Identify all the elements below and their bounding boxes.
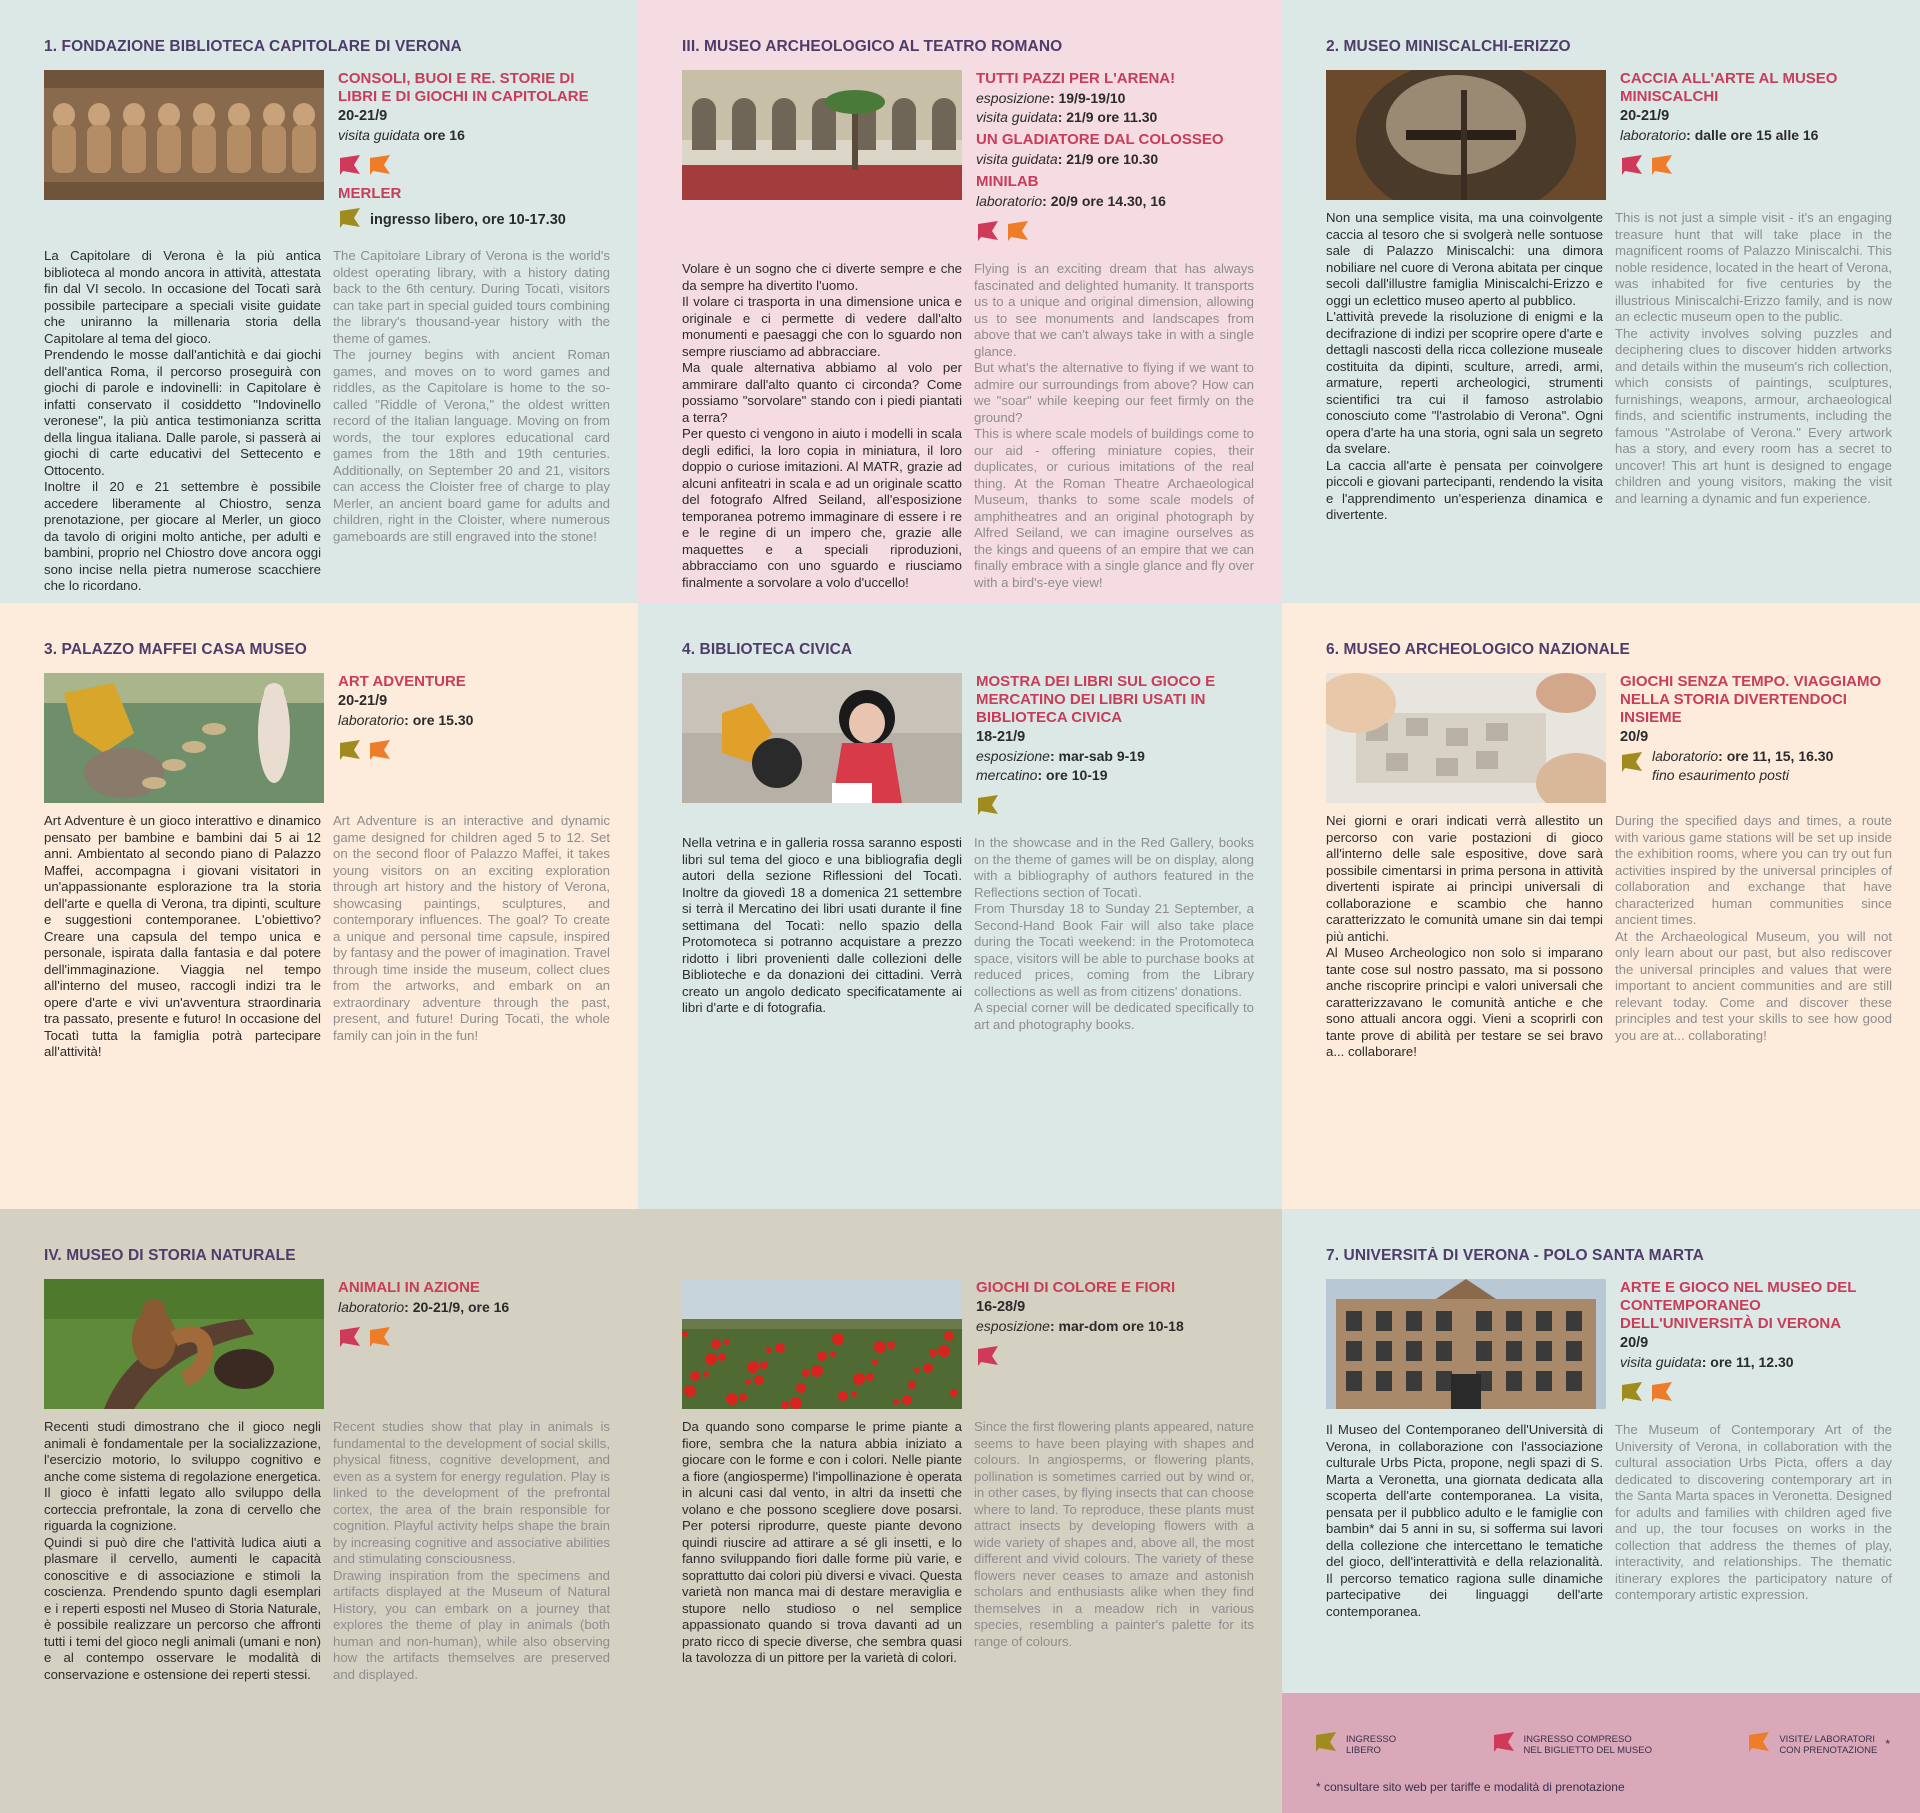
paragraph: Non una semplice visita, ma una coinvolgente caccia al tesoro che si svolgerà nelle sontuose sale di Palazzo Miniscalchi: una dimora nobiliare nel cuore di Verona abitata per cinque secoli dall'illustre famiglia Miniscalchi-Erizzo e oggi un eclettico museo aperto al pubblico. xyxy=(1326,210,1603,308)
flag-booking-icon xyxy=(368,1326,392,1353)
event-title: CACCIA ALL'ARTE AL MUSEO MINISCALCHI xyxy=(1620,70,1838,105)
text-italian xyxy=(1326,813,1603,1061)
event-detail: esposizione: mar-dom ore 10-18 xyxy=(976,1318,1184,1334)
paragraph: The Capitolare Library of Verona is the world's oldest operating library, with a history dating back to the 6th century. During Tocatì, visitors can take part in special guided tours combining the library's thousand-year history with the theme of games. xyxy=(333,248,610,346)
access-flags xyxy=(976,1346,1254,1370)
paragraph: From Thursday 18 to Sunday 21 September, a Second-Hand Book Fair will also take place during the Tocatì weekend: in the Protomoteca space, visitors will be able to purchase books at reduced prices, coming from the Library collections as well as from citizens' donations. xyxy=(974,901,1254,999)
event-title: UN GLADIATORE DAL COLOSSEO xyxy=(976,131,1224,148)
paragraph: Inoltre il 20 e 21 settembre è possibile accedere liberamente al Chiostro, senza prenotazione, per giocare al Merler, un gioco da tavolo di origini molto antiche, per adulti e bambini, proprio nel Chiostro dove ancora oggi sono incise nella pietra numerose scacchiere che lo ricordano. xyxy=(44,479,321,593)
panel-universita-verona xyxy=(1282,1209,1920,1693)
events-list xyxy=(1620,1279,1892,1412)
event xyxy=(976,173,1254,245)
paragraph: This is not just a simple visit - it's an engaging treasure hunt that will take place in the magnificent rooms of Palazzo Miniscalchi. This noble residence, located in the heart of Verona, was inhabited for five centuries by the illustrious Miniscalchi-Erizzo family, and is now an eclectic museum open to the public. xyxy=(1615,210,1892,324)
legend-booking-star: * xyxy=(1885,1737,1890,1751)
event-detail: esposizione: mar-sab 9-19 xyxy=(976,748,1145,764)
flag-free-icon xyxy=(1620,1381,1644,1408)
paragraph: Nella vetrina e in galleria rossa saranno esposti libri sul tema del gioco e una bibliografia degli autori della sezione Riflessioni del Tocatì. Inoltre da giovedì 18 a domenica 21 settembre si terrà il Mercatino dei libri usati durante il fine settimana del Tocatì: nello spazio della Protomoteca si potranno acquistare a prezzo ridotto i libri provenienti dalle collezioni delle Biblioteche e da donazioni dei cittadini. Verrà creato un angolo dedicato specificatamente ai libri d'arte e di fotografia. xyxy=(682,835,962,1015)
event-date: 20-21/9 xyxy=(1620,108,1670,124)
legend-booking-label: VISITE/ LABORATORI CON PRENOTAZIONE xyxy=(1779,1733,1878,1756)
text-italian xyxy=(682,1419,962,1667)
event xyxy=(976,673,1254,819)
paragraph: Prendendo le mosse dall'antichità e dai giochi dell'antica Roma, il percorso proseguirà con giochi di parole e indovinelli: in Capitolare è infatti conservato il cosiddetto "Indovinello veronese", la più antica testimonianza scritta della lingua italiana. Dalle parole, si passerà ai giochi di carte educativi del Settecento e Ottocento. xyxy=(44,347,321,478)
event xyxy=(338,70,610,179)
text-italian xyxy=(1326,210,1603,524)
event-detail: laboratorio: 20/9 ore 14.30, 16 xyxy=(976,193,1166,209)
photo-building xyxy=(1326,1279,1606,1409)
access-flags xyxy=(976,795,1254,819)
text-english xyxy=(1615,210,1892,524)
event-detail: fino esaurimento posti xyxy=(1652,767,1789,783)
access-flags xyxy=(338,740,610,764)
event-title: ANIMALI IN AZIONE xyxy=(338,1279,480,1296)
event-title: GIOCHI DI COLORE E FIORI xyxy=(976,1279,1176,1296)
paragraph: But what's the alternative to flying if we want to admire our surroundings from above? How can we "soar" while keeping our feet firmly on the ground? xyxy=(974,360,1254,425)
flag-booking-icon xyxy=(1747,1731,1771,1758)
panel-title: 2. MUSEO MINISCALCHI-ERIZZO xyxy=(1326,38,1571,55)
text-english xyxy=(1615,813,1892,1061)
event-detail: ingresso libero, ore 10-17.30 xyxy=(370,212,566,228)
event xyxy=(976,70,1254,127)
event-title: ARTE E GIOCO NEL MUSEO DEL CONTEMPORANEO DELL'UNIVERSITÀ DI VERONA xyxy=(1620,1279,1857,1332)
photo-puzzle xyxy=(1326,673,1606,803)
paragraph: The Museum of Contemporary Art of the University of Verona, in collaboration with the cultural association Urbs Picta, offers a day dedicated to discovering contemporary art in the Santa Marta spaces in Veronetta. Designed for adults and families with children aged five and up, the tour focuses on works in the collection that address the themes of play, interactivity, and relationships. The thematic itinerary explores the participatory nature of contemporary artistic expression. xyxy=(1615,1422,1892,1602)
event-detail: mercatino: ore 10-19 xyxy=(976,767,1108,783)
paragraph: Recenti studi dimostrano che il gioco negli animali è fondamentale per la socializzazione, l'esercizio motorio, lo sviluppo cognitivo e anche come sistema di regolazione energetica. Il gioco è infatti legato allo sviluppo della corteccia prefrontale, la zona di cervello che riguarda la cognizione. xyxy=(44,1419,321,1533)
legend-free xyxy=(1314,1731,1396,1758)
access-flags xyxy=(976,221,1254,245)
flag-ticket-icon xyxy=(338,1326,362,1353)
paragraph: This is where scale models of buildings come to our aid - offering miniature copies, their duplicates, or curious imitations of the real thing. At the Roman Theatre Archaeological Museum, thanks to some scale models of amphitheatres and an original photograph by Alfred Seiland, we can imagine ourselves as the kings and queens of an empire that we can finally embrace with a single glance and fly over with a bird's-eye view! xyxy=(974,426,1254,590)
legend-booking xyxy=(1747,1731,1890,1758)
event xyxy=(976,131,1254,169)
legend-note: * consultare sito web per tariffe e modalità di prenotazione xyxy=(1316,1780,1625,1794)
paragraph: La Capitolare di Verona è la più antica biblioteca al mondo ancora in attività, attestata fin dal VI secolo. In occasione del Tocatì sarà possibile partecipare a speciali visite guidate che uniranno la millenaria storia della Capitolare al tema del gioco. xyxy=(44,248,321,346)
event-detail: laboratorio: dalle ore 15 alle 16 xyxy=(1620,127,1819,143)
events-list xyxy=(976,1279,1254,1409)
flag-ticket-icon xyxy=(976,220,1000,247)
paragraph: At the Archaeological Museum, you will not only learn about our past, but also rediscover the universal principles and values that were important to ancient communities and are still relevant today. Come and discover these principles and test your skills to see how good you are at... collaborating! xyxy=(1615,928,1892,1043)
flag-booking-icon xyxy=(368,739,392,766)
paragraph: Recent studies show that play in animals is fundamental to the development of social skills, physical fitness, cognitive development, and even as a system for energy regulation. Play is linked to the development of the prefrontal cortex, the area of the brain responsible for cognition. Playful activity helps shape the brain by increasing cognitive and associative abilities and stimulating consciousness. xyxy=(333,1419,610,1566)
panel-museo-teatro-romano xyxy=(638,0,1282,603)
event-detail: laboratorio: 20-21/9, ore 16 xyxy=(338,1299,510,1315)
paragraph: Nei giorni e orari indicati verrà allestito un percorso con varie postazioni di gioco all'interno delle sale espositive, dove sarà possibile cimentarsi in prima persona in attività divertenti ispirate ai princìpi universali di collaborazione e scambio che hanno caratterizzato le comunità umane sin dai tempi più antichi. xyxy=(1326,813,1603,944)
paragraph: The activity involves solving puzzles and deciphering clues to discover hidden artworks and details within the museum's rich collection, which consists of paintings, sculptures, furnishings, weapons, armour, archaeological finds, and scientific instruments, including the famous "Astrolabe of Verona." Every artwork has a story, and every room has a secret to uncover! This art hunt is designed to engage children and young visitors, making the visit and learning a dynamic and fun experience. xyxy=(1615,325,1892,506)
paragraph: The journey begins with ancient Roman games, and moves on to word games and riddles, as the Capitolare is home to the so-called "Riddle of Verona," the oldest written record of the Italian language. Moving on from words, the tour explores educational card games from the 18th and 19th centuries. Additionally, on September 20 and 21, visitors can access the Cloister free of charge to play Merler, an ancient board game for adults and children, right in the Cloister, where numerous gameboards are still engraved into the stone! xyxy=(333,347,610,544)
flag-booking-icon xyxy=(1650,154,1674,181)
text-english xyxy=(333,248,610,595)
flag-ticket-icon xyxy=(976,1345,1000,1372)
paragraph: Volare è un sogno che ci diverte sempre e che da sempre ha divertito l'uomo. xyxy=(682,261,962,293)
event-title: MINILAB xyxy=(976,173,1039,190)
panel-title: 1. FONDAZIONE BIBLIOTECA CAPITOLARE DI VERONA xyxy=(44,38,462,55)
event xyxy=(1620,1279,1892,1406)
panel-colore-fiori xyxy=(638,1209,1282,1813)
panel-title: IV. MUSEO DI STORIA NATURALE xyxy=(44,1247,296,1264)
flag-booking-icon xyxy=(1650,1381,1674,1408)
event-detail: visita guidata: 21/9 ore 11.30 xyxy=(976,109,1158,125)
panel-title: 7. UNIVERSITÀ DI VERONA - POLO SANTA MARTA xyxy=(1326,1247,1704,1264)
paragraph: Per questo ci vengono in aiuto i modelli in scala degli edifici, la loro copia in miniatura, il loro doppio o curiose imitazioni. Al MATR, grazie ad alcuni anfiteatri in scala e ad un originale scatto del fotografo Alfred Seiland, all'esposizione temporanea potremo immaginare di essere i re e le regine di un impero che, grazie alle maquettes e a speciali riproduzioni, abbracciamo con uno sguardo e riusciamo finalmente a sorvolare a volo d'uccello! xyxy=(682,426,962,590)
photo-painting xyxy=(44,673,324,803)
event-date: 20-21/9 xyxy=(338,108,388,124)
flag-ticket-icon xyxy=(338,154,362,181)
text-italian xyxy=(682,835,962,1033)
paragraph: Al Museo Archeologico non solo si imparano tante cose sul nostro passato, ma si possono anche riscoprire princìpi e valori universali che caratterizzavano le comunità antiche e che sono attuali ancora oggi. Vieni a scoprirli con tante prove di abilità per testare se sei bravo a... collaborare! xyxy=(1326,945,1603,1059)
panel-museo-archeologico-nazionale xyxy=(1282,603,1920,1209)
panel-title: 3. PALAZZO MAFFEI CASA MUSEO xyxy=(44,641,307,658)
event-title: MOSTRA DEI LIBRI SUL GIOCO E MERCATINO DEI LIBRI USATI IN BIBLIOTECA CIVICA xyxy=(976,673,1216,726)
flag-ticket-icon xyxy=(1492,1731,1516,1758)
event-title: CONSOLI, BUOI E RE. STORIE DI LIBRI E DI GIOCHI IN CAPITOLARE xyxy=(338,70,589,105)
event xyxy=(338,185,610,234)
legend-ticket xyxy=(1492,1731,1652,1758)
paragraph: During the specified days and times, a route with various game stations will be set up inside the exhibition rooms, where you can try out fun activities inspired by the universal principles of collaboration and exchange that have characterized human communities since ancient times. xyxy=(1615,813,1892,927)
events-list xyxy=(1620,673,1892,803)
legend-free-label: INGRESSO LIBERO xyxy=(1346,1733,1397,1756)
panel-biblioteca-capitolare xyxy=(0,0,638,603)
event-title: ART ADVENTURE xyxy=(338,673,466,690)
text-italian xyxy=(44,1419,321,1683)
event-detail: laboratorio: ore 15.30 xyxy=(338,712,474,728)
paragraph: A special corner will be dedicated specifically to art and photography books. xyxy=(974,1000,1254,1032)
photo-squirrel xyxy=(44,1279,324,1409)
flag-free-icon xyxy=(1314,1731,1338,1758)
event-detail: visita guidata: ore 11, 12.30 xyxy=(1620,1354,1794,1370)
photo-helmet xyxy=(1326,70,1606,200)
text-italian xyxy=(682,261,962,591)
event xyxy=(976,1279,1254,1370)
events-list xyxy=(976,673,1254,825)
event-date: 20/9 xyxy=(1620,729,1649,745)
paragraph: Quindi si può dire che l'attività ludica aiuti a plasmare il cervello, aumenti le capacità conoscitive e di associazione e stimoli la coscienza. Prendendo spunto dagli esemplari e i reperti esposti nel Museo di Storia Naturale, è possibile realizzare un percorso che affronti tutti i temi del gioco negli animali (umani e non) e al contempo osservare le modalità di conservazione e ostensione dei reperti stessi. xyxy=(44,1534,321,1682)
flag-free-icon xyxy=(1620,751,1644,778)
paragraph: Da quando sono comparse le prime piante a fiore, sembra che la natura abbia iniziato a giocare con le forme e con i colori. Nelle piante a fiore (angiosperme) l'impollinazione è operata in alcuni casi dal vento, in altri da insetti che volano e che possono scegliere dove posarsi. Per potersi riprodurre, queste piante devono quindi riuscire ad attirare a sé gli insetti, e lo fanno sviluppando fiori dalle forme più varie, e soprattutto dai colori più diversi e vivaci. Questa varietà non manca mai di destare meraviglia e stupore nello studioso o nel semplice appassionato quando si trova davanti ad un prato ricco di specie diverse, che sembra quasi la tavolozza di un pittore per la varietà di colori. xyxy=(682,1419,962,1665)
paragraph: Ma quale alternativa abbiamo al volo per ammirare dall'alto quanto ci circonda? Come possiamo "sorvolare" stando con i piedi piantati a terra? xyxy=(682,360,962,425)
events-list xyxy=(338,70,610,238)
paragraph: Flying is an exciting dream that has always fascinated and delighted humanity. It transports us to a unique and original dimension, allowing us to see monuments and landscapes from above that we can't always take in with a single glance. xyxy=(974,261,1254,359)
photo-relief-sculpture xyxy=(44,70,324,200)
access-flags xyxy=(338,1327,610,1351)
photo-arena-model xyxy=(682,70,962,200)
paragraph: Art Adventure è un gioco interattivo e dinamico pensato per bambine e bambini dai 5 ai 12 anni. Ambientato al secondo piano di Palazzo Maffei, accompagna i giovani visitatori in un'appassionante esplorazione tra la storia dell'arte e quella di Verona, tra dipinti, sculture e suggestioni contemporanee. L'obiettivo? Creare una capsula del tempo unica e personale, ispirata dalla fantasia e dal potere dell'immaginazione. Viaggia nel tempo all'interno del museo, raccogli indizi tra le opere d'arte e vivi un'avventura straordinaria tra passato, presente e futuro! In occasione del Tocatì tutta la famiglia potrà partecipare all'attività! xyxy=(44,813,321,1059)
text-italian xyxy=(44,813,321,1061)
access-flags xyxy=(1620,1382,1892,1406)
event-title: TUTTI PAZZI PER L'ARENA! xyxy=(976,70,1176,87)
events-list xyxy=(338,673,610,803)
panel-museo-miniscalchi xyxy=(1282,0,1920,603)
event-title: MERLER xyxy=(338,185,402,202)
paragraph: Il volare ci trasporta in una dimensione unica e originale e ci permette di vedere dall'alto monumenti e paesaggi che con lo sguardo non sempre riusciamo ad abbracciare. xyxy=(682,294,962,359)
event xyxy=(338,673,610,764)
paragraph: Art Adventure is an interactive and dynamic game designed for children aged 5 to 12. Set on the second floor of Palazzo Maffei, it takes young visitors on an exciting exploration through art history and the history of Verona, showcasing paintings, sculptures, and contemporary influences. The goal? To create a unique and personal time capsule, inspired by fantasy and the power of imagination. Travel through time inside the museum, collect clues from the artworks, and embark on an extraordinary adventure through the past, present, and future! During Tocatì, the whole family can join in the fun! xyxy=(333,813,610,1043)
panel-palazzo-maffei xyxy=(0,603,638,1209)
access-flags xyxy=(1620,155,1892,179)
panel-storia-naturale xyxy=(0,1209,638,1813)
flag-ticket-icon xyxy=(1620,154,1644,181)
flag-booking-icon xyxy=(1006,220,1030,247)
flag-free-icon xyxy=(976,794,1000,821)
event xyxy=(338,1279,610,1351)
event-detail: laboratorio: ore 11, 15, 16.30 xyxy=(1652,748,1834,764)
paragraph: Since the first flowering plants appeared, nature seems to have been playing with shapes and colours. In angiosperms, or flowering plants, pollination is sometimes carried out by wind or, in other cases, by flying insects that can choose where to land. To reproduce, these plants must attract insects by developing flowers with a wide variety of shapes and, above all, the most different and vivid colours. The variety of these flowers never ceases to amaze and astonish scholars and enthusiasts alike when they find themselves in a meadow rich in various species, resembling a painter's palette for its range of colours. xyxy=(974,1419,1254,1649)
flag-free-icon xyxy=(338,207,362,234)
text-english xyxy=(1615,1422,1892,1620)
text-italian xyxy=(1326,1422,1603,1620)
event xyxy=(1620,673,1892,785)
paragraph: Il Museo del Contemporaneo dell'Università di Verona, in collaborazione con l'associazione culturale Urbs Picta, propone, negli spazi di S. Marta a Veronetta, una giornata dedicata alla scoperta dell'arte contemporanea. La visita, pensata per il pubblico adulto e le famiglie con bambin* dai 5 anni in su, si sofferma sui lavori della collezione che intercettano le tematiche del gioco, dell'interattività e della relazionalità. Il percorso tematico ragiona sulle dinamiche partecipative dei linguaggi dell'arte contemporanea. xyxy=(1326,1422,1603,1619)
text-english xyxy=(333,1419,610,1683)
events-list xyxy=(1620,70,1892,200)
access-flags xyxy=(338,155,610,179)
events-list xyxy=(338,1279,610,1409)
events-list xyxy=(976,70,1254,251)
legend xyxy=(1282,1693,1920,1813)
panel-title: 6. MUSEO ARCHEOLOGICO NAZIONALE xyxy=(1326,641,1630,658)
paragraph: In the showcase and in the Red Gallery, books on the theme of games will be on display, along with a bibliography of authors featured in the Reflections section of Tocatì. xyxy=(974,835,1254,900)
photo-poppies xyxy=(682,1279,962,1409)
panel-title: III. MUSEO ARCHEOLOGICO AL TEATRO ROMANO xyxy=(682,38,1063,55)
event-date: 20-21/9 xyxy=(338,693,388,709)
flag-free-icon xyxy=(338,739,362,766)
event xyxy=(1620,70,1892,179)
event-date: 18-21/9 xyxy=(976,729,1026,745)
event-title: GIOCHI SENZA TEMPO. VIAGGIAMO NELLA STORIA DIVERTENDOCI INSIEME xyxy=(1620,673,1882,726)
event-detail: esposizione: 19/9-19/10 xyxy=(976,90,1126,106)
panel-title: 4. BIBLIOTECA CIVICA xyxy=(682,641,853,658)
paragraph: L'attività prevede la risoluzione di enigmi e la decifrazione di indizi per scoprire opere d'arte e dettagli nascosti della ricca collezione museale costituita da dipinti, sculture, arredi, armi, armature, reperti archeologici, strumenti scientifici tra cui il famoso astrolabio conosciuto come "l'astrolabio di Verona". Ogni opera d'arte ha una storia, ogni sala un segreto da svelare. xyxy=(1326,309,1603,456)
event-detail: visita guidata ore 16 xyxy=(338,127,465,143)
panel-biblioteca-civica xyxy=(638,603,1282,1209)
event-date: 20/9 xyxy=(1620,1335,1649,1351)
flag-booking-icon xyxy=(368,154,392,181)
paragraph: La caccia all'arte è pensata per coinvolgere piccoli e giovani partecipanti, rendendo la visita e l'apprendimento un'esperienza dinamica e divertente. xyxy=(1326,457,1603,522)
event-detail: visita guidata: 21/9 ore 10.30 xyxy=(976,151,1159,167)
text-english xyxy=(974,1419,1254,1667)
paragraph: Drawing inspiration from the specimens and artifacts displayed at the Museum of Natural History, you can embark on a journey that explores the theme of play in animals (both human and non-human), while also observing how the artifacts themselves are preserved and displayed. xyxy=(333,1567,610,1682)
event-date: 16-28/9 xyxy=(976,1299,1026,1315)
photo-toys xyxy=(682,673,962,803)
text-italian xyxy=(44,248,321,595)
legend-ticket-label: INGRESSO COMPRESO NEL BIGLIETTO DEL MUSEO xyxy=(1523,1733,1652,1756)
text-english xyxy=(974,835,1254,1033)
text-english xyxy=(974,261,1254,591)
text-english xyxy=(333,813,610,1061)
